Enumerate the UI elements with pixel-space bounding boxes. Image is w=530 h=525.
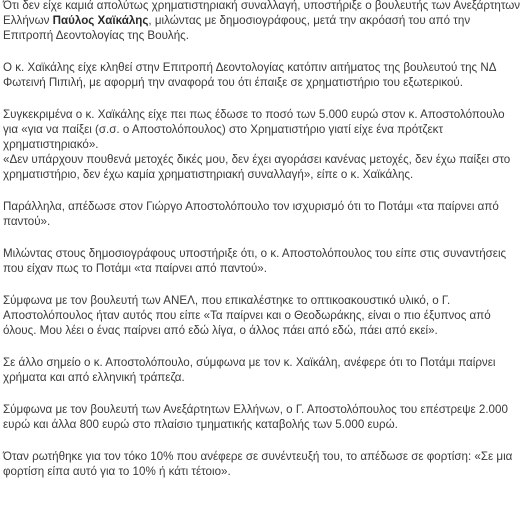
paragraph-ethics-committee: Ο κ. Χαϊκάλης είχε κληθεί στην Επιτροπή Δεοντολογίας κατόπιν αιτήματος της βουλευτού της ΝΔ Φωτεινή Πιπιλή, με αφορμή την αναφορά του ότι έπαιξε σε χρηματιστήριο του εξωτερικού. [3, 61, 496, 89]
paragraph-quote-no-shares: «Δεν υπάρχουν πουθενά μετοχές δικές μου, δεν έχει αγοράσει κανένας μετοχές, δεν έχω παίξει στο χρηματιστήριο, δεν έχω καμία χρηματιστηριακή συναλλαγή», είπε ο κ. Χαϊκάλης. [3, 153, 511, 181]
paragraph-greek-bank: Σε άλλο σημείο ο κ. Αποστολόπουλο, σύμφωνα με τον κ. Χαϊκάλη, ανέφερε ότι το Ποτάμι παίρνει χρήματα και από ελληνική τράπεζα. [3, 356, 496, 384]
paragraph-speaking-to-journalists: Μιλώντας στους δημοσιογράφους υποστήριξε ότι, ο κ. Αποστολόπουλος του είπε στις συναντήσεις που είχαν πως το Ποτάμι «τα παίρνει από παντού». [3, 247, 507, 275]
paragraph-audiovisual-material: Σύμφωνα με τον βουλευτή των ΑΝΕΛ, που επικαλέστηκε το οπτικοακουστικό υλικό, ο Γ. Αποστολόπουλος ήταν αυτός που είπε «Τα παίρνει και ο Θεοδωράκης, είναι ο πιο έξυπνος από όλους. Μου λέει ο ένας παίρνει από εδώ λίγα, ο άλλος πάει από εδώ, πάει από εκεί». [3, 294, 491, 337]
intro-text-end: , μιλώντας με δημοσιογράφους, μετά την ακρόασή του από την Επιτροπή Δεοντολογίας της Βουλής. [3, 14, 471, 42]
paragraph-interest: Όταν ρωτήθηκε για τον τόκο 10% που ανέφερε σε συνέντευξή του, το απέδωσε σε φορτίση: «Σε μια φορτίση είπα αυτό για το 10% ή κάτι τέτοιο». [3, 450, 513, 478]
paragraph-intro [3, 0, 521, 43]
paragraph-repayment: Σύμφωνα με τον βουλευτή των Ανεξάρτητων Ελλήνων, ο Γ. Αποστολόπουλος του επέστρεψε 2.000 ευρώ και άλλα 800 ευρώ στο πλαίσιο τμηματικής καταβολής των 5.000 ευρώ. [3, 403, 508, 431]
paragraph-specifically: Συγκεκριμένα ο κ. Χαϊκάλης είχε πει πως έδωσε το ποσό των 5.000 ευρώ στον κ. Αποστολόπουλο για «για να παίξει (σ.σ. ο Αποστολόπουλος) στο Χρηματιστήριο γιατί είχε ένα πρότζεκτ χρηματιστηριακό». [3, 108, 505, 151]
intro-text-start: Ότι δεν είχε καμιά απολύτως χρηματιστηριακή συναλλαγή, υποστήριξε ο βουλευτής των Ανεξάρτητων Ελλήνων [3, 0, 521, 27]
politician-name: Παύλος Χαϊκάλης [52, 14, 149, 27]
paragraph-meanwhile: Παράλληλα, απέδωσε στον Γιώργο Αποστολόπουλο τον ισχυρισμό ότι το Ποτάμι «τα παίρνει από παντού». [3, 200, 499, 228]
